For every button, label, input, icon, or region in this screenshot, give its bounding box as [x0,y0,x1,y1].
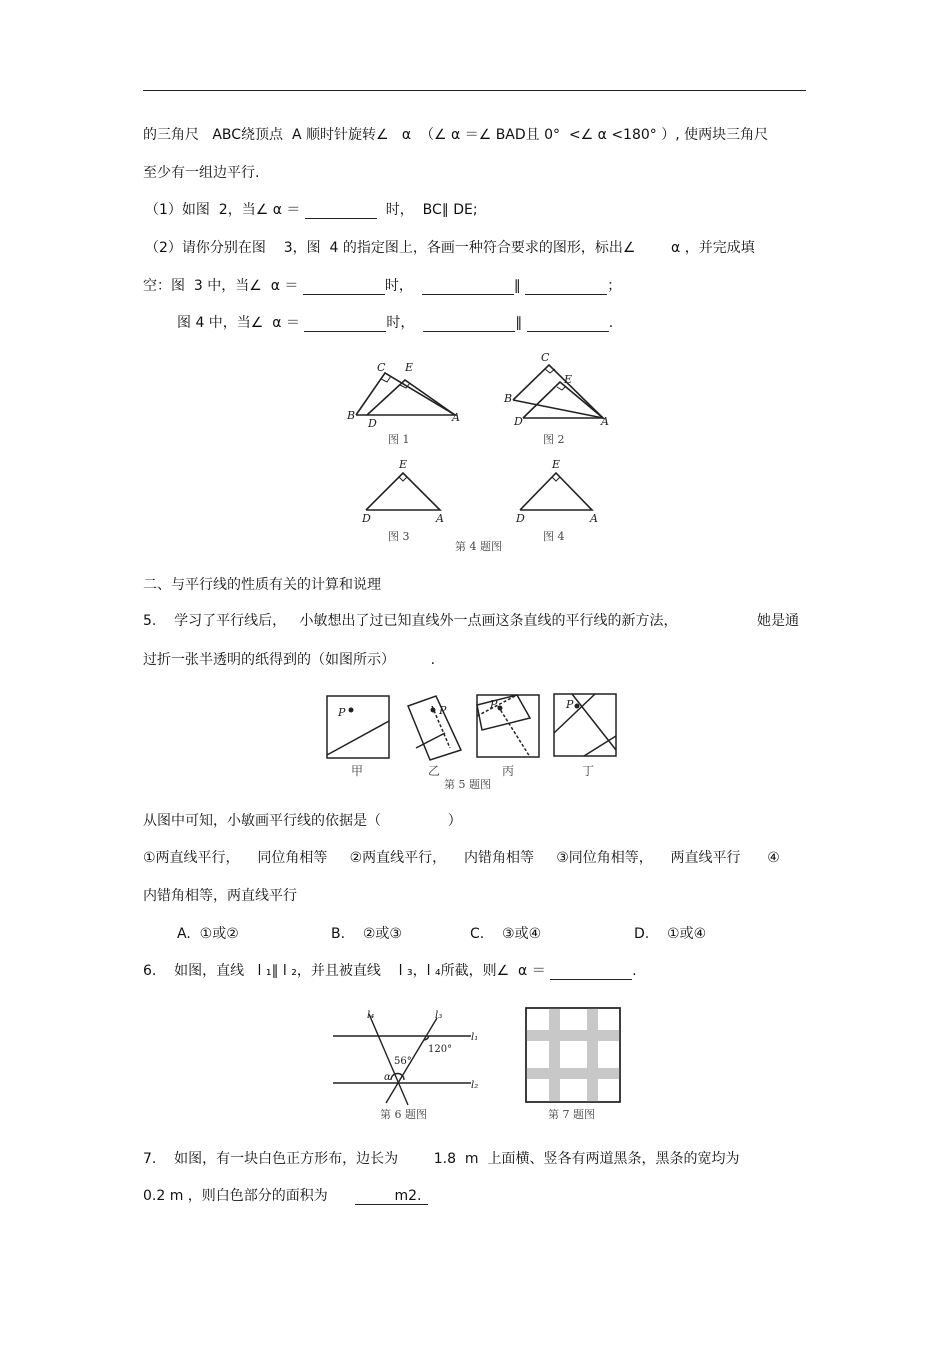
label-a: A [452,411,460,424]
header-rule [143,90,806,91]
label-p: P [338,706,346,719]
fig4-right-angle-mark [552,477,560,481]
option-b[interactable]: B. ②或③ [331,926,402,942]
label-b: B [504,392,513,405]
label-b: B [347,409,356,422]
horizontal-stripe [526,1030,620,1041]
q7-figure [520,1004,630,1122]
line-ding-1 [554,694,595,733]
option-c[interactable]: C. ③或④ [470,926,542,942]
label-120: 120° [428,1044,453,1055]
q4-part1-tail: 时， BC∥ DE; [376,202,478,218]
caption-fig1: 图 1 [388,433,410,446]
q7-line1: 7. 如图，有一块白色正方形布，边长为 1.8 m 上面横、竖各有两道黑条，黑条的宽均为 [143,1151,740,1167]
fig3-right-angle-mark [399,477,407,481]
caption-q7: 第 7 题图 [548,1108,595,1121]
q7-text: 0.2 m ，则白色部分的面积为 [143,1188,328,1204]
caption-fig4: 图 4 [543,530,565,543]
option-a[interactable]: A. ①或② [177,926,239,942]
label-p: P [566,698,574,711]
label-e: E [552,458,561,471]
label-e: E [405,361,414,374]
vertical-stripe [587,1008,598,1102]
fig2-triangle-abc [513,365,603,418]
fold-flap-bing [477,695,530,730]
paper-bing [477,695,539,757]
q7-line2 [143,1187,428,1205]
section-heading: 二、与平行线的性质有关的计算和说理 [143,577,381,593]
fig2-triangle-dea [523,382,603,418]
q5-statements-cont: 内错角相等，两直线平行 [143,888,297,904]
q4-line2: 至少有一组边平行. [143,165,260,181]
option-d[interactable]: D. ①或④ [634,926,707,942]
q6-end: . [632,963,637,979]
caption-yi: 乙 [428,764,441,778]
line-ding-3 [584,736,616,756]
answer-blank[interactable] [422,280,514,295]
q4-fig4-fill [177,314,613,332]
q7-answer-unit[interactable]: m2. [355,1188,428,1205]
answer-blank[interactable] [304,317,386,332]
fig2-right-angle-mark [545,369,555,373]
fig3-triangle-dea [366,473,440,510]
label-p: P [439,704,447,717]
caption-fig2: 图 2 [543,433,565,446]
label-e: E [564,373,573,386]
q4-fig3-when: 时， [384,278,413,294]
white-square-cloth [526,1008,620,1102]
label-a: A [590,512,598,525]
fold-bing [498,706,530,757]
label-l4: l₄ [367,1010,375,1021]
q4-part2: （2）请你分别在图 3，图 4 的指定图上，各画一种符合要求的图形，标出∠ α ，并完成填 [145,240,755,256]
label-d: D [514,415,523,428]
q4-figure [330,345,620,560]
label-c: C [541,351,550,364]
q5-line1 [143,612,678,630]
q4-fig4-text: 图 4 中，当∠ α ＝ [177,315,300,331]
q6-line [143,962,637,980]
q6-figure [325,1002,485,1122]
q5-figure [320,688,620,793]
q5-question: 从图中可知，小敏画平行线的依据是（ ） [143,813,462,829]
fig4-triangle-dea [520,473,592,510]
q4-part1-text: （1）如图 2，当∠ α ＝ [145,202,301,218]
caption-q6: 第 6 题图 [380,1108,427,1121]
label-a: A [436,512,444,525]
label-c: C [377,361,386,374]
caption-fig3: 图 3 [388,530,410,543]
q4-line1: 的三角尺 ABC绕顶点 A 顺时针旋转∠ α （∠ α ＝∠ BAD且 0° <∠ α <180° ）, 使两块三角尺 [143,127,769,143]
label-a: A [601,415,609,428]
answer-blank[interactable] [423,317,515,332]
answer-blank[interactable] [303,280,385,295]
point-p [349,708,354,713]
q4-fig3-fill [143,277,621,295]
vertical-stripe [549,1008,560,1102]
label-l3: l₃ [435,1010,443,1021]
q5-line1-text: 5. 学习了平行线后， 小敏想出了过已知直线外一点画这条直线的平行线的新方法， [143,613,678,629]
horizontal-stripe [526,1068,620,1079]
label-p: P [490,698,498,711]
label-d: D [516,512,525,525]
label-d: D [368,417,377,430]
paper-yi [408,696,461,760]
parallel-sign: ∥ [513,278,521,294]
caption-q5: 第 5 题图 [444,778,491,791]
parallel-sign: ∥ [515,315,523,331]
caption-jia: 甲 [351,764,364,778]
line-jia [327,721,389,755]
point-p [431,708,436,713]
q4-part1 [145,201,478,219]
point-p [498,706,503,711]
q5-line2: 过折一张半透明的纸得到的（如图所示） . [143,652,436,668]
q4-fig4-end: . [608,315,614,331]
q5-line1-tail: 她是通 [757,613,799,629]
label-l2: l₂ [471,1080,479,1091]
caption-ding: 丁 [582,764,595,778]
answer-blank[interactable] [550,965,632,980]
label-d: D [362,512,371,525]
fig1-triangle-abc [356,373,455,415]
answer-blank[interactable] [305,204,377,219]
caption-bing: 丙 [502,764,515,778]
point-p [575,704,580,709]
label-56: 56° [394,1056,412,1067]
label-e: E [399,458,408,471]
answer-blank[interactable] [525,280,607,295]
caption-q4: 第 4 题图 [455,540,502,553]
q4-fig3-end: ； [607,278,622,294]
q4-fig4-when: 时， [386,315,415,331]
q5-statements: ①两直线平行， 同位角相等 ②两直线平行， 内错角相等 ③同位角相等， 两直线平行 ④ [143,850,780,866]
q4-fig3-text: 空：图 3 中，当∠ α ＝ [143,278,299,294]
line-ding-2 [572,694,616,750]
fig1-triangle-dea [367,380,455,415]
paper-jia [327,696,389,758]
q6-text: 6. 如图，直线 l ₁∥ l ₂，并且被直线 l ₃，l ₄所截，则∠ α ＝ [143,963,546,979]
label-l1: l₁ [471,1032,479,1043]
label-alpha: α [384,1072,391,1083]
answer-blank[interactable] [527,317,609,332]
